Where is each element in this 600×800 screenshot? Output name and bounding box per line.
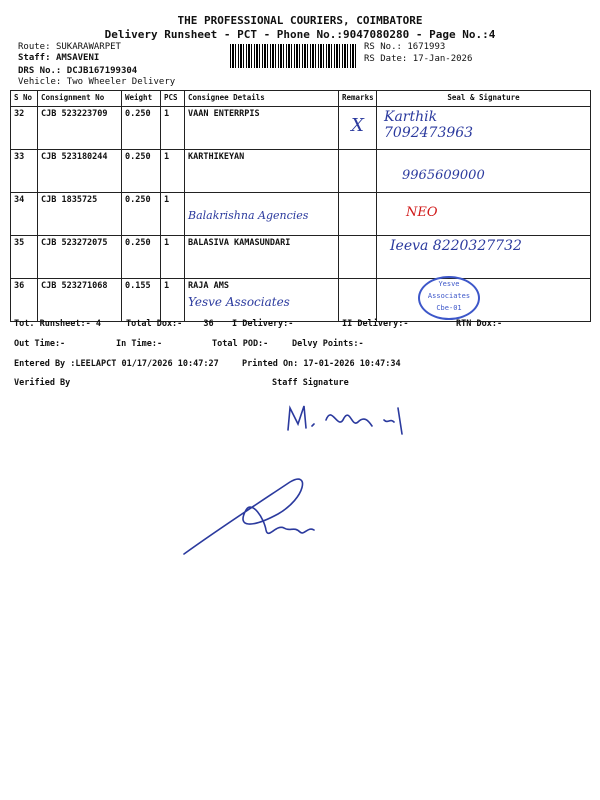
stamp-line2: Associates	[427, 292, 471, 300]
cell-pcs: 1	[161, 193, 185, 236]
consignee-name: VAAN ENTERRPIS	[188, 109, 260, 119]
total-dox	[126, 319, 214, 329]
signature-text: NEO	[406, 205, 438, 220]
drs-value: DCJB167199304	[66, 66, 138, 76]
rs-no-line	[364, 42, 445, 52]
vehicle-value: Two Wheeler Delivery	[66, 77, 176, 87]
cell-weight: 0.250	[122, 150, 161, 193]
staff-value: AMSAVENI	[55, 53, 100, 63]
barcode	[230, 44, 358, 68]
cell-remarks	[339, 107, 377, 150]
rs-no-value: 1671993	[407, 42, 446, 52]
cell-sno: 32	[11, 107, 38, 150]
i-delivery: I Delivery:-	[232, 319, 294, 329]
verified-signature-scribble	[180, 468, 330, 558]
header-weight: Weight	[122, 91, 161, 107]
table-row	[11, 279, 591, 322]
total-dox-label: Total Dox:-	[126, 319, 183, 329]
rs-date-line	[364, 54, 472, 64]
cell-consignee	[185, 150, 339, 193]
consignee-handwritten: Balakrishna Agencies	[188, 209, 309, 222]
cell-sno: 35	[11, 236, 38, 279]
cell-seal	[377, 279, 591, 322]
cell-seal	[377, 193, 591, 236]
cell-weight: 0.155	[122, 279, 161, 322]
header-seal: Seal & Signature	[377, 91, 591, 107]
verified-by: Verified By	[14, 378, 71, 388]
printed-on: Printed On: 17-01-2026 10:47:34	[242, 359, 401, 369]
stamp-line1: Yesve	[438, 280, 460, 288]
cell-cno: CJB 523180244	[38, 150, 122, 193]
cell-cno: CJB 523223709	[38, 107, 122, 150]
route-value: SUKARAWARPET	[55, 42, 121, 52]
tot-runsheet: Tot. Runsheet:- 4	[14, 319, 101, 329]
cell-consignee	[185, 236, 339, 279]
table-row	[11, 150, 591, 193]
consignee-name: KARTHIKEYAN	[188, 152, 245, 162]
in-time: In Time:-	[116, 339, 163, 349]
cell-weight: 0.250	[122, 193, 161, 236]
rs-date-value: 17-Jan-2026	[412, 54, 473, 64]
cell-seal	[377, 236, 591, 279]
drs-line	[18, 66, 137, 76]
vehicle-label: Vehicle:	[18, 77, 62, 87]
cell-sno: 34	[11, 193, 38, 236]
signature-text: Ieeva 8220327732	[390, 238, 522, 254]
header-pcs: PCS	[161, 91, 185, 107]
route-line	[18, 42, 121, 52]
cell-remarks	[339, 150, 377, 193]
runsheet-title: Delivery Runsheet - PCT - Phone No.:9047080280 - Page No.:4	[104, 28, 496, 41]
drs-label: DRS No.:	[18, 66, 62, 76]
header-remarks: Remarks	[339, 91, 377, 107]
table-row	[11, 107, 591, 150]
consignee-name: BALASIVA KAMASUNDARI	[188, 238, 291, 248]
delvy-points: Delvy Points:-	[292, 339, 364, 349]
rtn-dox: RTN Dox:-	[456, 319, 503, 329]
total-pod: Total POD:-	[212, 339, 269, 349]
vehicle-line	[18, 77, 175, 87]
header-consignee: Consignee Details	[185, 91, 339, 107]
table-row	[11, 236, 591, 279]
cell-remarks	[339, 236, 377, 279]
staff-label: Staff:	[18, 53, 51, 63]
cell-cno: CJB 523272075	[38, 236, 122, 279]
header-sno: S No	[11, 91, 38, 107]
cell-consignee	[185, 279, 339, 322]
cell-weight: 0.250	[122, 236, 161, 279]
cell-sno: 33	[11, 150, 38, 193]
header-consignment: Consignment No	[38, 91, 122, 107]
company-seal-stamp	[418, 276, 480, 320]
table-row	[11, 193, 591, 236]
runsheet-table	[10, 90, 591, 322]
cell-seal	[377, 107, 591, 150]
signature-text: 9965609000	[402, 168, 485, 183]
signature-text: Karthik 7092473963	[384, 109, 474, 141]
cell-weight: 0.250	[122, 107, 161, 150]
cell-pcs: 1	[161, 107, 185, 150]
total-dox-value: 36	[203, 319, 214, 329]
company-name: THE PROFESSIONAL COURIERS, COIMBATORE	[177, 14, 423, 27]
route-label: Route:	[18, 42, 51, 52]
cell-cno: CJB 1835725	[38, 193, 122, 236]
cell-consignee	[185, 107, 339, 150]
staff-signature-scribble	[280, 398, 420, 443]
cell-remarks	[339, 279, 377, 322]
out-time: Out Time:-	[14, 339, 66, 349]
cell-pcs: 1	[161, 150, 185, 193]
cell-consignee	[185, 193, 339, 236]
staff-line	[18, 53, 99, 63]
rs-no-label: RS No.:	[364, 42, 402, 52]
cell-seal	[377, 150, 591, 193]
cell-remarks	[339, 193, 377, 236]
staff-signature-label: Staff Signature	[272, 378, 349, 388]
cell-cno: CJB 523271068	[38, 279, 122, 322]
cell-pcs: 1	[161, 236, 185, 279]
stamp-line3: Cbe-01	[436, 304, 462, 312]
remark-mark: X	[351, 115, 364, 136]
cell-pcs: 1	[161, 279, 185, 322]
consignee-name: RAJA AMS	[188, 281, 229, 291]
rs-date-label: RS Date:	[364, 54, 408, 64]
entered-by: Entered By :LEELAPCT 01/17/2026 10:47:27	[14, 359, 219, 369]
cell-sno: 36	[11, 279, 38, 322]
table-header-row	[11, 91, 591, 107]
consignee-handwritten: Yesve Associates	[188, 295, 290, 309]
ii-delivery: II Delivery:-	[342, 319, 409, 329]
